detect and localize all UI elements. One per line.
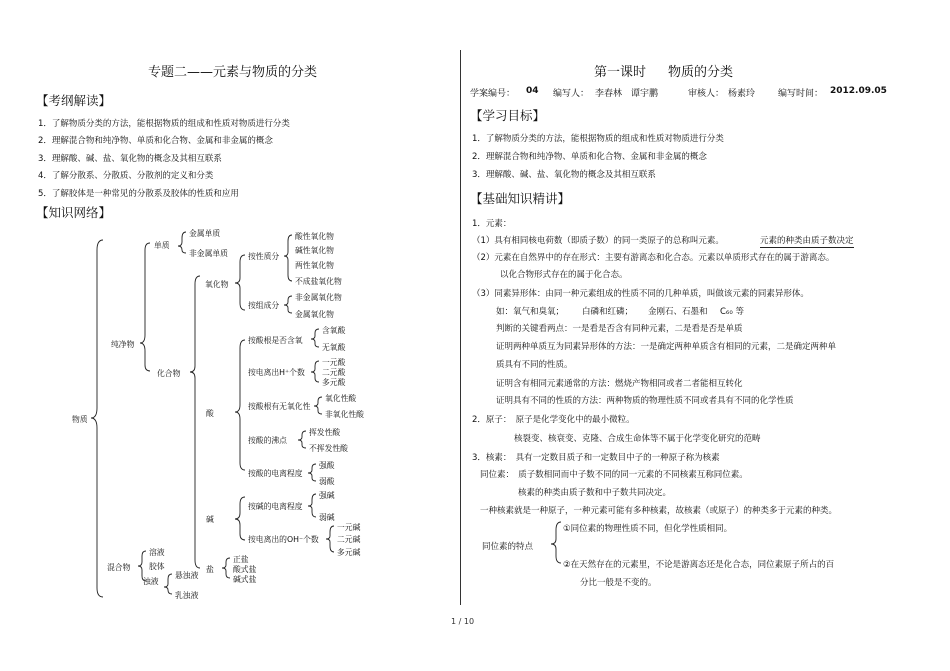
line-nuclide-kinds: 核素的种类由质子数和中子数共同决定。 [518,488,672,498]
tree-node-non-oxidizing-acid: 非氧化性酸 [325,410,364,419]
meta-author-label: 编写人： [553,89,590,99]
outline-item-5: 5．了解胶体是一种常见的分散系及胶体的性质和应用 [38,189,239,199]
tree-node-di-base: 二元碱 [337,535,361,544]
goal-item-3: 3．理解酸、碱、盐、氧化物的概念及其相互联系 [472,170,656,180]
goal-item-1: 1．了解物质分类的方法，能根据物质的组成和性质对物质进行分类 [472,134,724,144]
line-proof-method-cont: 质具有不同的性质。 [496,360,573,370]
outline-item-4: 4．了解分散系、分散质、分散剂的定义和分类 [38,171,214,181]
tree-node-nonvolatile-acid: 不挥发性酸 [309,444,348,453]
tree-node-pure: 纯净物 [111,340,135,349]
column-divider [460,50,461,605]
tree-node-strong-acid: 强酸 [319,461,335,470]
tree-node-metal-oxide: 金属氧化物 [295,310,334,319]
tree-node-weak-acid: 弱酸 [319,477,335,486]
tree-node-non-salt-oxide: 不成盐氧化物 [295,277,342,286]
tree-node-nonmetal-oxide: 非金属氧化物 [295,293,342,302]
line-element-def-note: 元素的种类由质子数决定 [760,236,854,246]
outline-item-1: 1．了解物质分类的方法，能根据物质的组成和性质对物质进行分类 [38,119,290,129]
line-element-heading: 1．元素： [472,219,512,229]
tree-node-h-ion-criteria: 按电离出H⁺个数 [248,368,305,377]
line-compound-state: 以化合物形式存在的属于化合态。 [500,270,628,280]
tree-node-colloid: 胶体 [149,562,165,571]
tree-node-by-composition: 按组成分 [248,301,280,310]
tree-node-weak-base: 弱碱 [319,513,335,522]
goal-item-2: 2．理解混合物和纯净物、单质和化合物、金属和非金属的概念 [472,152,707,162]
outline-heading: 【考纲解读】 [36,93,112,108]
tree-node-mono-base: 一元碱 [337,523,361,532]
tree-node-oxygen-criteria: 按酸根是否含氧 [248,336,303,345]
line-nuclide: 3．核素： 具有一定数目质子和一定数目中子的一种原子称为核素 [472,453,720,463]
line-allotrope-ex1: 如：氧气和臭氧； [496,307,565,317]
tree-node-suspension: 悬浊液 [175,571,199,580]
line-nuclear-note: 核裂变、核衰变、克隆、合成生命体等不属于化学变化研究的范畴 [514,434,761,444]
meta-date-value: 2012.09.05 [830,86,887,96]
line-isotope-feature-2-cont: 分比一般是不变的。 [580,578,657,588]
tree-node-acid: 酸 [206,409,214,418]
line-allotrope-ex2: 白磷和红磷； [582,307,634,317]
tree-node-strong-base: 强碱 [319,491,335,500]
meta-no-label: 学案编号： [470,89,516,99]
line-proof-diff-property: 证明具有不同的性质的方法：两种物质的物理性质不同或者具有不同的化学性质 [496,396,794,406]
network-heading: 【知识网络】 [36,205,112,220]
tree-node-metal-element: 金属单质 [189,229,221,238]
tree-node-compound: 化合物 [157,369,181,378]
meta-date-label: 编写时间： [778,89,824,99]
line-nuclide-atom: 一种核素就是一种原子，一种元素可能有多种核素，故核素（或原子）的种类多于元素的种类。 [480,506,838,516]
tree-node-base-ionization: 按碱的电离程度 [248,502,303,511]
tree-node-polyprotic: 多元酸 [322,378,346,387]
tree-node-boiling-criteria: 按酸的沸点 [248,436,287,445]
tree-node-oxidizing-acid: 氧化性酸 [325,394,357,403]
tree-node-acid-salt: 酸式盐 [233,565,257,574]
tree-node-oxidizing-criteria: 按酸根有无氧化性 [248,402,311,411]
tree-node-normal-salt: 正盐 [233,555,249,564]
tree-node-nonmetal-element: 非金属单质 [189,249,228,258]
meta-no-value: 04 [526,86,539,96]
knowledge-heading: 【基础知识精讲】 [470,191,571,206]
line-isotope-feature-label: 同位素的特点 [482,542,534,552]
tree-node-by-property: 按性质分 [248,252,280,261]
tree-node-matter: 物质 [72,415,88,424]
line-atom: 2．原子： 原子是化学变化中的最小微粒。 [472,415,635,425]
line-element-existence: （2）元素在自然界中的存在形式：主要有游离态和化合态。元素以单质形式存在的属于游离态。 [472,253,835,263]
tree-node-basic-oxide: 碱性氧化物 [295,246,334,255]
meta-reviewer-value: 杨素玲 [728,89,756,99]
tree-node-volatile-acid: 挥发性酸 [309,428,341,437]
tree-node-base: 碱 [206,515,214,524]
tree-node-acidic-oxide: 酸性氧化物 [295,232,334,241]
line-judge-key: 判断的关键看两点：一是看是否含有同种元素，二是看是否是单质 [496,324,743,334]
tree-node-turbid: 浊液 [143,577,159,586]
line-element-def: （1）具有相同核电荷数（即质子数）的同一类原子的总称叫元素。 [472,236,724,246]
tree-node-oxygen-free-acid: 无氧酸 [322,343,346,352]
tree-node-element: 单质 [154,241,170,250]
meta-author-value: 李春林 谭宇鹏 [595,89,659,99]
lesson-title-topic: 物质的分类 [668,65,734,80]
line-allotrope-ex3: 金刚石、石墨和 [648,307,708,317]
tree-node-poly-base: 多元碱 [337,548,361,557]
line-proof-same-element: 证明含有相同元素通常的方法：燃烧产物相同或者二者能相互转化 [496,379,743,389]
outline-item-2: 2．理解混合物和纯净物、单质和化合物、金属和非金属的概念 [38,136,273,146]
tree-node-emulsion: 乳浊液 [175,591,199,600]
tree-node-oh-criteria: 按电离出的OH⁻个数 [248,535,319,544]
lesson-title-period: 第一课时 [594,65,647,80]
goals-heading: 【学习目标】 [470,108,546,123]
tree-node-amphoteric-oxide: 两性氧化物 [295,261,334,270]
meta-reviewer-label: 审核人： [688,89,725,99]
tree-node-monoprotic: 一元酸 [322,358,346,367]
outline-item-3: 3．理解酸、碱、盐、氧化物的概念及其相互联系 [38,154,222,164]
line-allotrope-ex4: C₆₀ 等 [720,307,744,317]
tree-node-acid-ionization: 按酸的电离程度 [248,469,303,478]
line-allotrope-def: （3）同素异形体：由同一种元素组成的性质不同的几种单质，叫做该元素的同素异形体。 [472,289,809,299]
tree-node-salt: 盐 [206,565,214,574]
line-isotope-feature-1: ①同位素的物理性质不同，但化学性质相同。 [563,524,733,534]
tree-node-oxyacid: 含氧酸 [322,326,346,335]
tree-node-solution: 溶液 [149,548,165,557]
tree-node-oxide: 氧化物 [205,280,229,289]
line-isotope-feature-2: ②在天然存在的元素里，不论是游离态还是化合态，同位素原子所占的百 [563,560,835,570]
line-isotope: 同位素： 质子数相同而中子数不同的同一元素的不同核素互称同位素。 [480,470,748,480]
line-proof-method: 证明两种单质互为同素异形体的方法：一是确定两种单质含有相同的元素，二是确定两种单 [496,342,837,352]
page-number: 1 / 10 [451,617,475,626]
tree-node-diprotic: 二元酸 [322,368,346,377]
tree-node-basic-salt: 碱式盐 [233,575,257,584]
left-title: 专题二——元素与物质的分类 [148,65,318,80]
tree-node-mixture: 混合物 [107,563,131,572]
